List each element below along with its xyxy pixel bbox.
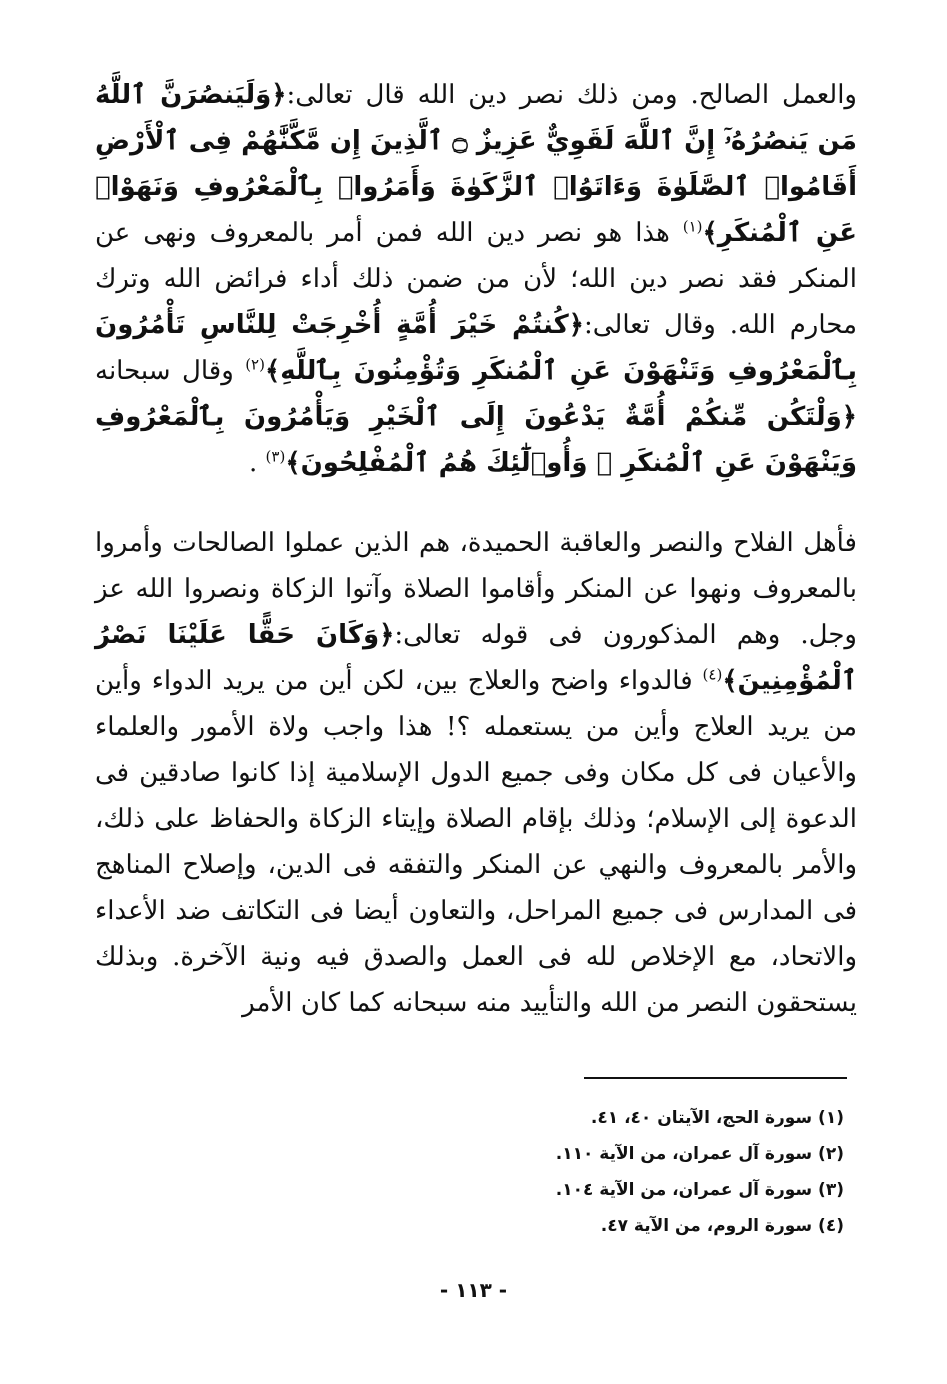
quran-open-bracket: ﴿ (568, 310, 584, 340)
quran-verse: كُنتُمْ خَيْرَ أُمَّةٍ أُخْرِجَتْ لِلنَّاسِ تَأْمُرُونَ بِٱلْمَعْرُوفِ وَتَنْهَوْنَ عَنِ ٱلْمُنكَرِ وَتُؤْمِنُونَ بِٱللَّهِ (95, 310, 857, 386)
quran-verse: وَلْتَكُن مِّنكُمْ أُمَّةٌ يَدْعُونَ إِلَى ٱلْخَيْرِ وَيَأْمُرُونَ بِٱلْمَعْرُوفِ وَيَنْهَوْنَ عَنِ ٱلْمُنكَرِ ۚ وَأُو۟لَٰٓئِكَ هُمُ ٱلْمُفْلِحُونَ (95, 402, 857, 478)
footnote-ref: (١) (682, 217, 703, 236)
footnote-ref: (٢) (245, 355, 265, 374)
footnote-item: (٢) سورة آل عمران، من الآية ١١٠. (555, 1144, 844, 1164)
paragraph-1 (95, 72, 857, 486)
quran-close-bracket: ﴾ (285, 448, 301, 478)
quran-close-bracket: ﴾ (702, 218, 718, 248)
page-number: - ١١٣ - (439, 1278, 508, 1302)
body-text: والعمل الصالح. ومن ذلك نصر دين الله قال تعالى: (286, 80, 857, 110)
footnote-item: (٤) سورة الروم، من الآية ٤٧. (600, 1216, 844, 1236)
body-text: وقال سبحانه (95, 356, 246, 386)
quran-open-bracket: ﴿ (379, 620, 395, 650)
quran-open-bracket: ﴿ (841, 402, 857, 432)
footnote-ref: (٣) (265, 447, 286, 466)
body-text: فأهل الفلاح والنصر والعاقبة الحميدة، هم الذين عملوا الصالحات وأمروا بالمعروف ونهوا عن المنكر وأقاموا الصلاة وآتوا الزكاة ونصروا الله عز وجل. وهم المذكورون فى قوله تعالى: (95, 528, 857, 650)
body-text: هذا هو نصر دين الله فمن أمر بالمعروف ونهى عن المنكر فقد نصر دين الله؛ لأن من ضمن ذلك أداء فرائض الله وترك محارم الله. وقال تعالى: (95, 218, 857, 340)
footnote-ref: (٤) (702, 665, 723, 684)
footnote-divider (584, 1077, 847, 1079)
quran-open-bracket: ﴿ (271, 80, 287, 110)
footnote-item: (٣) سورة آل عمران، من الآية ١٠٤. (555, 1180, 844, 1200)
body-text: فالدواء واضح والعلاج بين، لكن أين من يريد الدواء وأين من يريد العلاج وأين من يستعمله ؟! هذا واجب ولاة الأمور والعلماء والأعيان فى كل مكان وفى جميع الدول الإسلامية إذا كانوا صادقين فى الدعوة إلى الإسلام؛ وذلك بإقام الصلاة وإيتاء الزكاة والحفاظ على ذلك، والأمر بالمعروف والنهي عن المنكر والتفقه فى الدين، وإصلاح المناهج فى المدارس فى جميع المراحل، والتعاون أيضا فى التكاتف ضد الأعداء والاتحاد، مع الإخلاص لله فى العمل والصدق فيه ونية الآخرة. وبذلك يستحقون النصر من الله والتأييد منه سبحانه كما كان الأمر (95, 666, 857, 1018)
page-body (95, 72, 857, 1026)
quran-verse: وَلَيَنصُرَنَّ ٱللَّهُ مَن يَنصُرُهُۥٓ إِنَّ ٱللَّهَ لَقَوِيٌّ عَزِيزٌ ۝ ٱلَّذِينَ إِن مَّكَّنَّٰهُمْ فِى ٱلْأَرْضِ أَقَامُوا۟ ٱلصَّلَوٰةَ وَءَاتَوُا۟ ٱلزَّكَوٰةَ وَأَمَرُوا۟ بِٱلْمَعْرُوفِ وَنَهَوْا۟ عَنِ ٱلْمُنكَرِ (95, 80, 858, 248)
quran-verse: وَكَانَ حَقًّا عَلَيْنَا نَصْرُ ٱلْمُؤْمِنِينَ (95, 620, 857, 696)
footnotes-list (444, 1100, 844, 1244)
body-text: . (249, 448, 266, 478)
paragraph-2 (95, 520, 857, 1026)
quran-close-bracket: ﴾ (264, 356, 281, 386)
quran-close-bracket: ﴾ (722, 666, 738, 696)
footnote-item: (١) سورة الحج، الآيتان ٤٠، ٤١. (590, 1108, 844, 1128)
